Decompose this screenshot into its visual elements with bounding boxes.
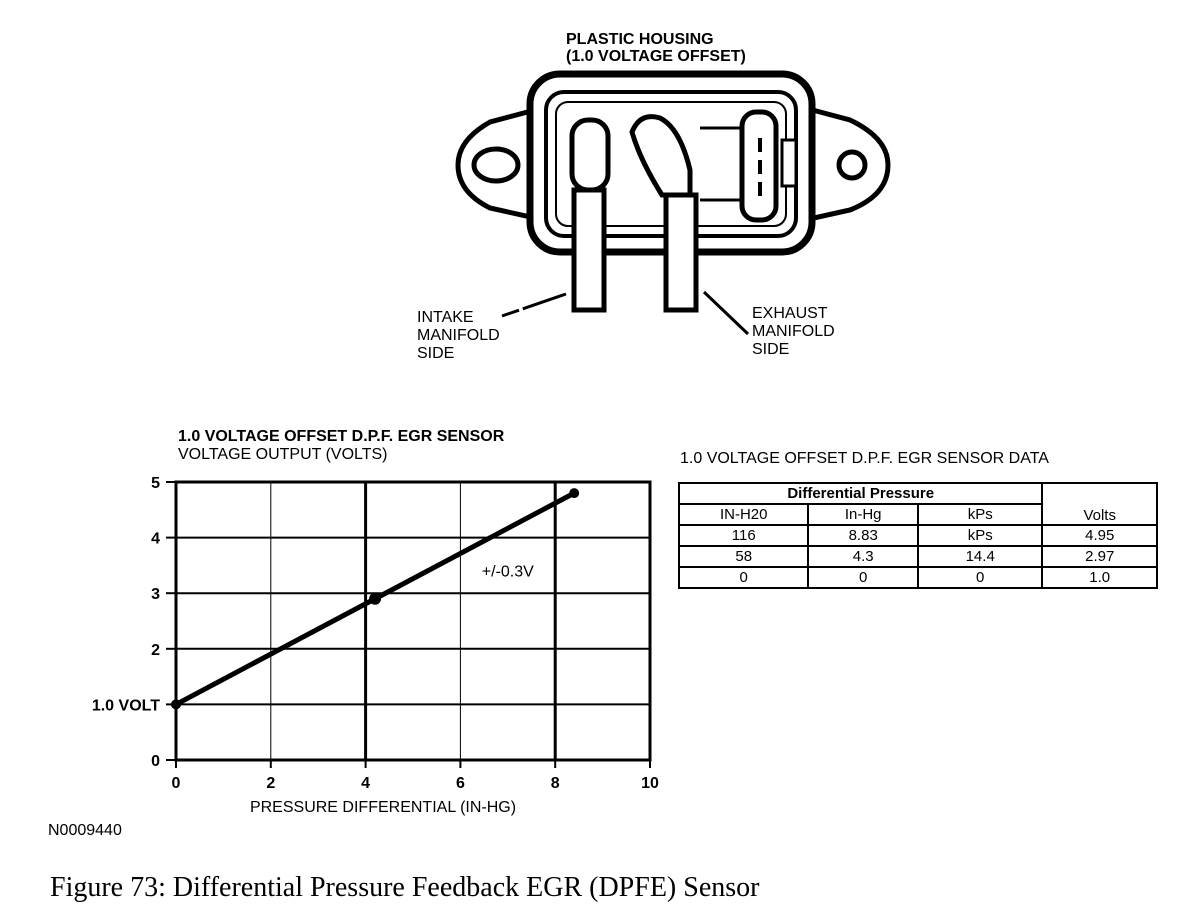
column-header-volts: Volts bbox=[1042, 483, 1157, 525]
plot-frame bbox=[176, 482, 650, 760]
x-tick-label: 0 bbox=[171, 775, 181, 792]
column-header-kps: kPs bbox=[918, 504, 1042, 525]
table-cell: 0 bbox=[679, 567, 808, 588]
x-tick-label: 8 bbox=[550, 775, 560, 792]
table-cell: 0 bbox=[918, 567, 1042, 588]
table-cell: 14.4 bbox=[918, 546, 1042, 567]
table-title: 1.0 VOLTAGE OFFSET D.P.F. EGR SENSOR DATA bbox=[680, 450, 1049, 467]
y-tick-label: 1.0 VOLT bbox=[91, 697, 160, 715]
intake-label-line-1: INTAKE bbox=[417, 309, 474, 326]
x-tick-label: 4 bbox=[361, 775, 371, 792]
x-tick-label: 2 bbox=[266, 775, 276, 792]
data-point bbox=[369, 593, 381, 605]
intake-label-line-3: SIDE bbox=[417, 345, 455, 362]
figure-id: N0009440 bbox=[48, 822, 122, 839]
table-cell: 58 bbox=[679, 546, 808, 567]
x-tick-label: 10 bbox=[641, 775, 659, 792]
table-cell: kPs bbox=[918, 525, 1042, 546]
housing-label-line-1: PLASTIC HOUSING bbox=[566, 31, 714, 48]
tolerance-annotation: +/-0.3V bbox=[481, 563, 534, 581]
data-point bbox=[171, 699, 181, 709]
table-cell: 1.0 bbox=[1042, 567, 1157, 588]
group-header: Differential Pressure bbox=[679, 483, 1042, 504]
y-tick-label: 4 bbox=[151, 530, 160, 548]
table-cell: 2.97 bbox=[1042, 546, 1157, 567]
y-tick-label: 0 bbox=[151, 753, 160, 770]
sensor-data-table bbox=[678, 482, 1158, 589]
table-cell: 0 bbox=[808, 567, 918, 588]
table-cell: 4.95 bbox=[1042, 525, 1157, 546]
exhaust-label-line-3: SIDE bbox=[752, 341, 790, 358]
y-tick-label: 5 bbox=[151, 475, 160, 492]
y-tick-label: 2 bbox=[151, 641, 160, 659]
table-header-row-1 bbox=[679, 483, 1157, 504]
figure-caption: Figure 73: Differential Pressure Feedback EGR (DPFE) Sensor bbox=[50, 872, 760, 903]
x-tick-label: 6 bbox=[455, 775, 465, 792]
y-tick-label: 3 bbox=[151, 586, 160, 604]
chart-subtitle: VOLTAGE OUTPUT (VOLTS) bbox=[178, 446, 388, 463]
data-point bbox=[569, 488, 579, 498]
table-cell: 116 bbox=[679, 525, 808, 546]
table-cell: 8.83 bbox=[808, 525, 918, 546]
column-header-inhg: In-Hg bbox=[808, 504, 918, 525]
exhaust-label-line-2: MANIFOLD bbox=[752, 323, 835, 340]
table-row bbox=[679, 567, 1157, 588]
x-axis-label: PRESSURE DIFFERENTIAL (IN-HG) bbox=[249, 799, 517, 816]
intake-label-line-2: MANIFOLD bbox=[417, 327, 500, 344]
table-cell: 4.3 bbox=[808, 546, 918, 567]
exhaust-label-line-1: EXHAUST bbox=[752, 305, 828, 322]
table-row bbox=[679, 546, 1157, 567]
column-header-inh20: IN-H20 bbox=[679, 504, 808, 525]
chart-title: 1.0 VOLTAGE OFFSET D.P.F. EGR SENSOR bbox=[178, 428, 505, 445]
housing-label-line-2: (1.0 VOLTAGE OFFSET) bbox=[566, 48, 746, 65]
table-row bbox=[679, 525, 1157, 546]
